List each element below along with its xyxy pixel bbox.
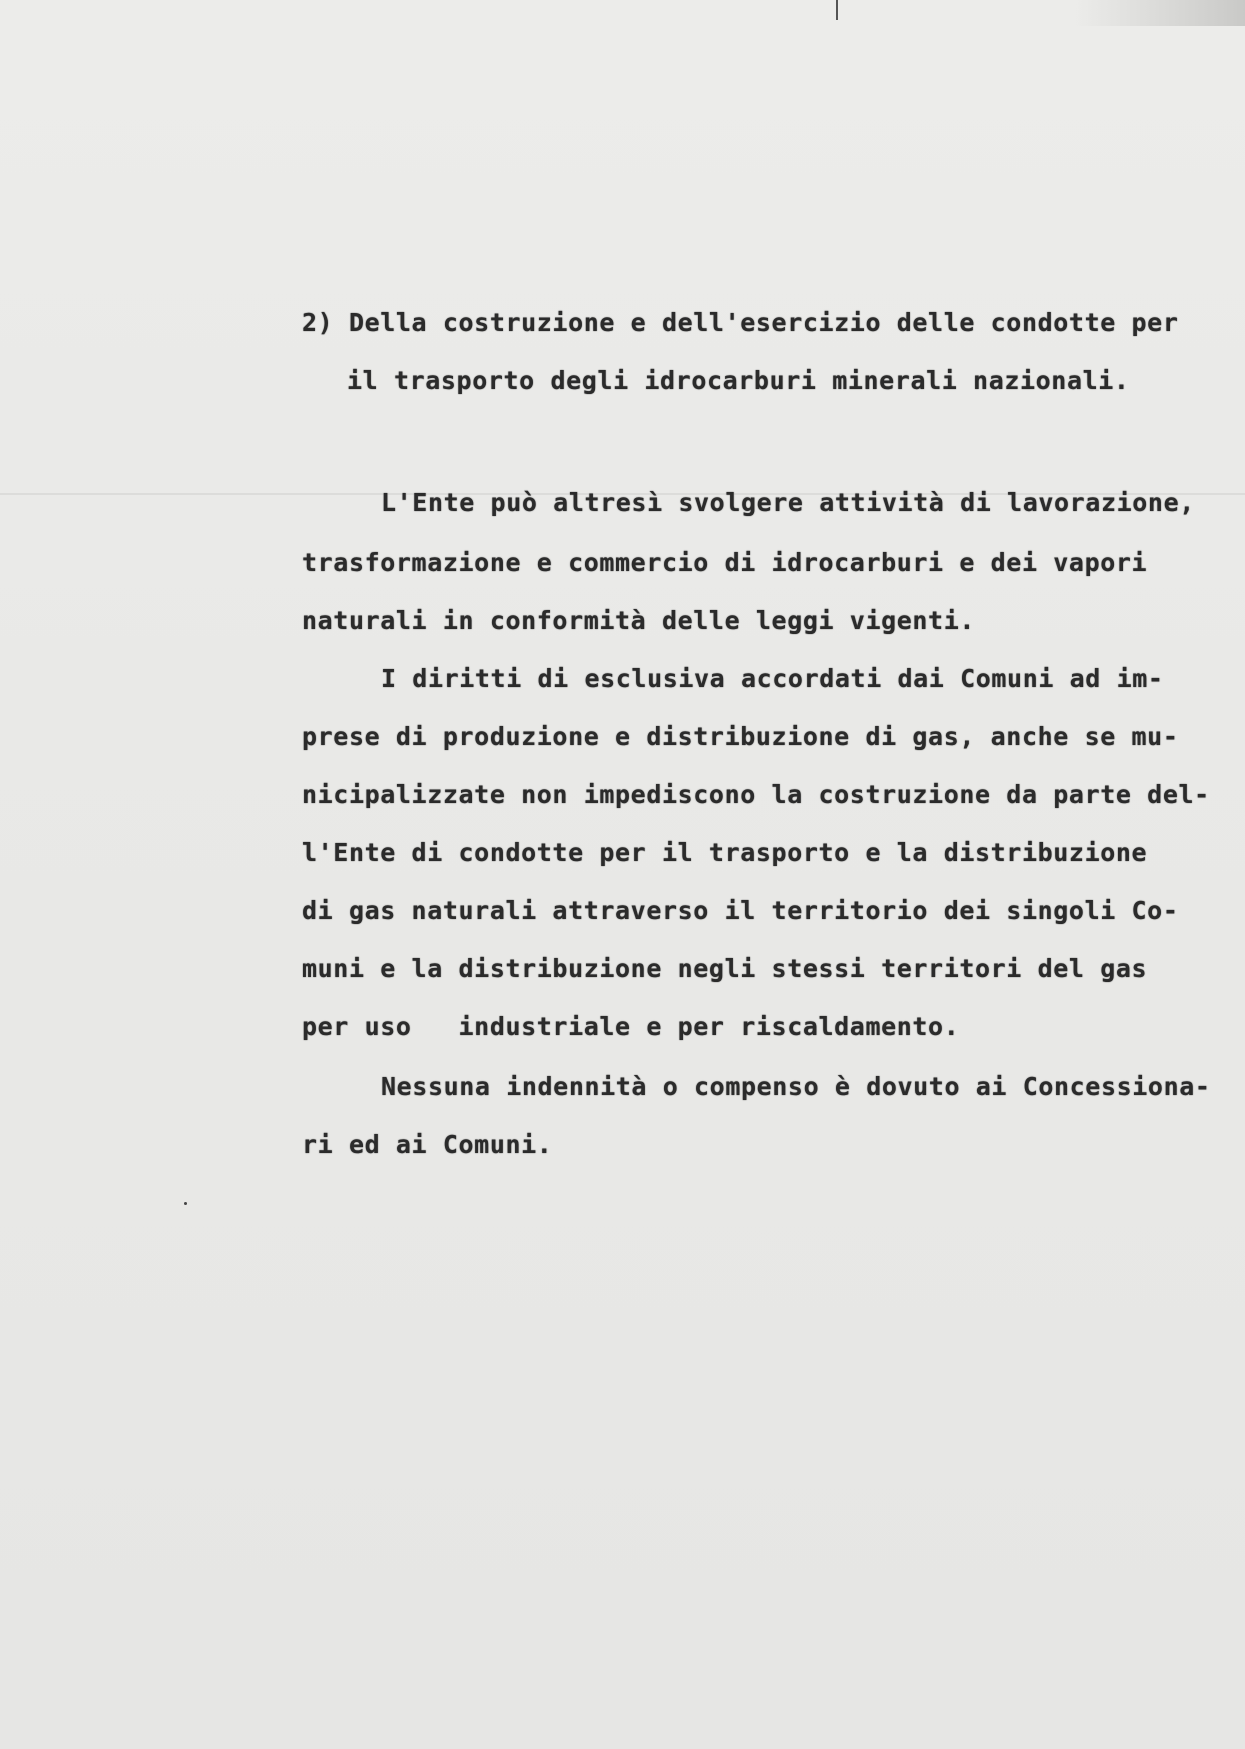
text-line: I diritti di esclusiva accordati dai Comuni ad im- (381, 664, 1164, 693)
text-line: muni e la distribuzione negli stessi territori del gas (302, 954, 1148, 983)
text-line: naturali in conformità delle leggi vigenti. (302, 606, 976, 635)
scan-edge-mark (836, 0, 838, 20)
text-line: 2) Della costruzione e dell'esercizio delle condotte per (302, 308, 1179, 337)
text-line: Nessuna indennità o compenso è dovuto ai Concessiona- (381, 1072, 1211, 1101)
text-line: il trasporto degli idrocarburi minerali nazionali. (347, 366, 1130, 395)
text-line: trasformazione e commercio di idrocarburi e dei vapori (302, 548, 1148, 577)
text-line: l'Ente di condotte per il trasporto e la distribuzione (302, 838, 1148, 867)
ink-speck (184, 1202, 187, 1205)
text-line: prese di produzione e distribuzione di gas, anche se mu- (302, 722, 1179, 751)
text-line: di gas naturali attraverso il territorio dei singoli Co- (302, 896, 1179, 925)
text-line: ri ed ai Comuni. (302, 1130, 553, 1159)
text-line: L'Ente può altresì svolgere attività di lavorazione, (381, 488, 1195, 517)
text-line: nicipalizzate non impediscono la costruzione da parte del- (302, 780, 1210, 809)
text-line: per uso industriale e per riscaldamento. (302, 1012, 960, 1041)
scan-corner-shadow (1075, 0, 1245, 26)
